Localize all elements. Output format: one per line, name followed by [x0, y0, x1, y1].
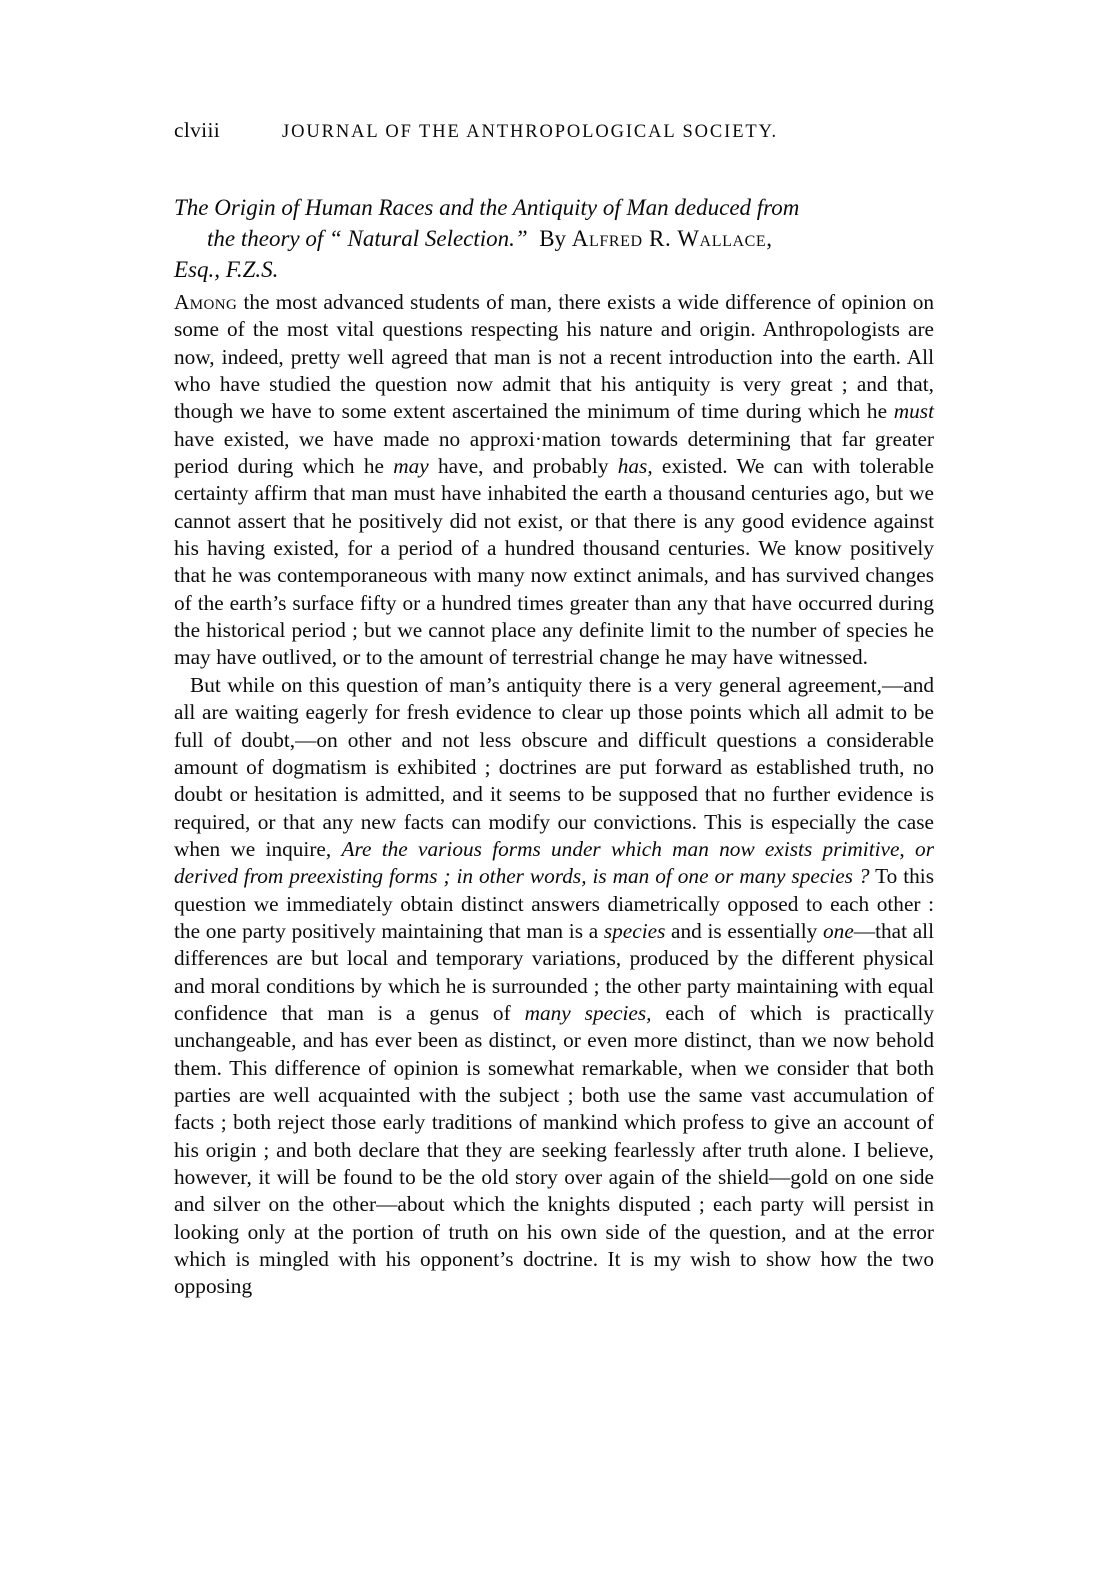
article-title-line-3: Esq., F.Z.S. — [174, 257, 279, 282]
running-head-title: JOURNAL OF THE ANTHROPOLOGICAL SOCIETY. — [282, 122, 779, 142]
smallcaps-run: Among — [174, 290, 238, 314]
article-title — [174, 192, 934, 285]
paragraph-1 — [174, 289, 934, 672]
text-run: and is essentially — [665, 918, 824, 943]
italic-run: has, — [617, 454, 653, 479]
text-run: —that all differences are but local and temporary variations, produced by the different physical and moral conditions by which he is surrounded ; the other party maintaining with equal confidence that man is a genus of — [174, 918, 935, 1025]
text-run: To this question we immediately obtain distinct answers diametrically opposed to each other : the one party positively maintaining that man is a — [174, 864, 934, 943]
running-head — [174, 118, 932, 144]
byline-by: By — [539, 226, 567, 251]
text-run: existed. We can with tolerable certainty affirm that man must have inhabited the earth a thousand centuries ago, but we cannot assert that he positively did not exist, or that there is any good evidence against his having existed, for a period of a hundred thousand centuries. We know positively that he was contemporaneous with many now extinct animals, and has survived changes of the earth’s surface fifty or a hundred times greater than any that have occurred during the historical period ; but we cannot place any definite limit to the number of species he may have outlived, or to the amount of terrestrial change he may have witnessed. — [174, 454, 934, 670]
text-run: have, and probably — [428, 454, 618, 479]
text-run: each of which is practically unchangeable, and has ever been as distinct, or even more distinct, than we now behold them. This difference of opinion is somewhat remarkable, when we consider that both parties are well acquainted with the subject ; both use the same vast accumulation of facts ; both reject those early traditions of mankind which profess to give an account of his origin ; and both declare that they are seeking fearlessly after truth alone. I believe, however, it will be found to be the old story over again of the shield—gold on one side and silver on the other—about which the knights disputed ; each party will persist in looking only at the portion of truth on his own side of the question, and at the error which is mingled with his opponent’s doctrine. It is my wish to show how the two opposing — [174, 1000, 934, 1299]
text-run: have existed, we have made no approxi·mation towards determining that far greater period during which he — [174, 426, 934, 479]
italic-run: Are the various forms under which man now exists primitive, or derived from preexisting forms ; in other words, is man of one or many species ? — [174, 836, 934, 889]
body-text — [174, 289, 934, 1301]
article-title-line-1: The Origin of Human Races and the Antiquity of Man deduced from — [174, 195, 800, 220]
italic-run: species — [603, 918, 666, 943]
italic-run: may — [393, 454, 429, 479]
text-run: But while on this question of man’s antiquity there is a very general agreement,—and all are waiting eagerly for fresh evidence to clear up those points which all admit to be full of doubt,—on other and not less obscure and difficult questions a considerable amount of dogmatism is exhibited ; doctrines are put forward as established truth, no doubt or hesitation is admitted, and it seems to be supposed that no further evidence is required, or that any new facts can modify our convictions. This is especially the case when we inquire, — [174, 672, 934, 861]
article-title-subtitle: the theory of “ Natural Selection.” — [207, 226, 528, 251]
italic-run: many species, — [524, 1000, 652, 1025]
byline-author: Alfred R. Wallace, — [571, 226, 773, 251]
page-folio: clviii — [174, 118, 220, 142]
italic-run: one — [823, 918, 854, 943]
text-run: the most advanced students of man, there exists a wide difference of opinion on some of the most vital questions respecting his nature and origin. Anthropologists are now, indeed, pretty well agreed that man is not a recent introduction into the earth. All who have studied the question now admit that his antiquity is very great ; and that, though we have to some extent ascertained the minimum of time during which he — [174, 290, 934, 424]
paragraph-2 — [174, 672, 934, 1301]
italic-run: must — [893, 399, 934, 424]
article-title-line-2 — [174, 223, 934, 254]
